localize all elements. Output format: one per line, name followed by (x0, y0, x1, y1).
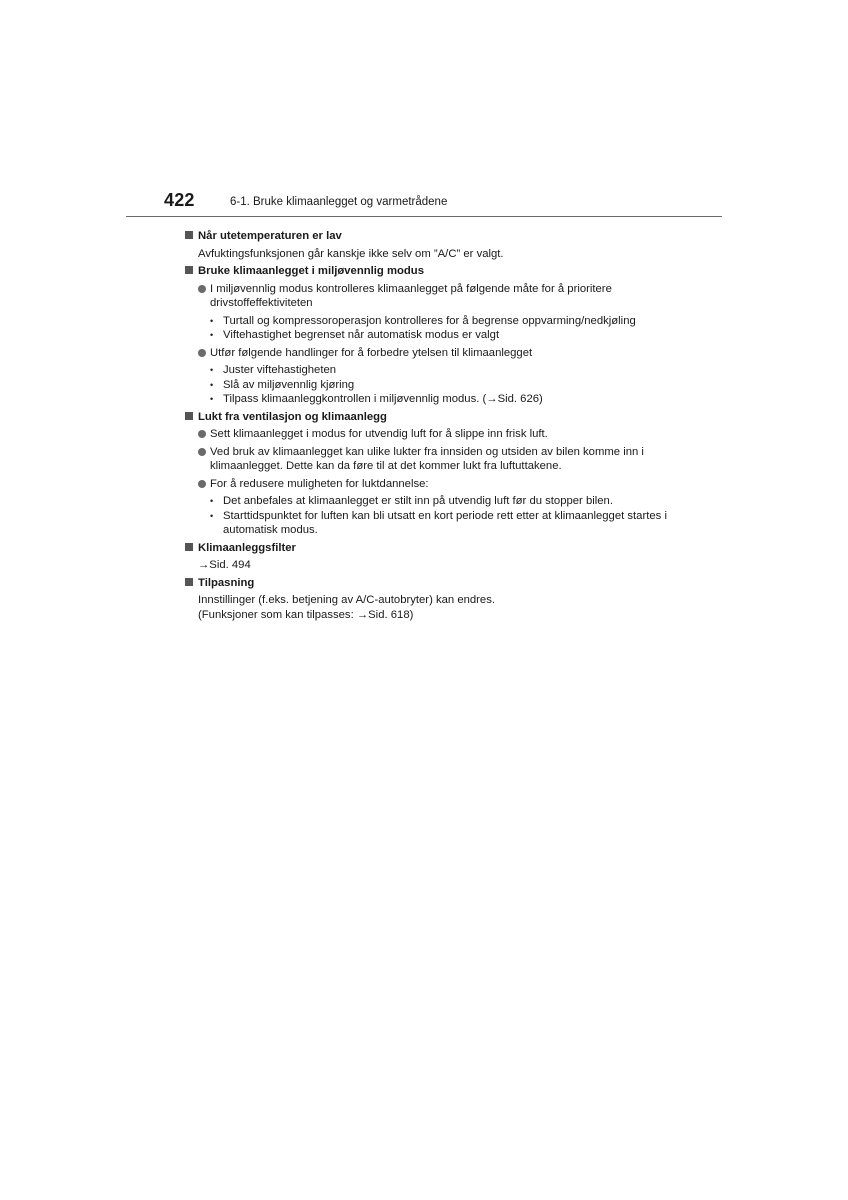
square-bullet-icon (185, 266, 193, 274)
sub-list-item-text: Turtall og kompressoroperasjon kontrolleres for å begrense oppvarming/nedkjøling (223, 314, 636, 327)
section-eco-mode (185, 264, 675, 407)
section-low-outdoor-temp (185, 229, 675, 261)
list-item (185, 282, 675, 311)
sub-list-item (210, 509, 675, 538)
section-title: Lukt fra ventilasjon og klimaanlegg (198, 410, 387, 423)
sub-list (185, 314, 675, 343)
sub-list-item-text: Juster viftehastigheten (223, 364, 337, 376)
list-item-text: Ved bruk av klimaanlegget kan ulike lukter fra innsiden og utsiden av bilen komme inn i klimaanlegget. Dette kan da føre til at det kommer lukt fra luftuttakene. (210, 445, 644, 472)
list-item (185, 445, 675, 474)
sub-list-item-text: Viftehastighet begrenset når automatisk modus er valgt (223, 329, 500, 341)
sub-list-item (210, 363, 675, 378)
section-heading (185, 576, 675, 591)
section-text: Avfuktingsfunksjonen går kanskje ikke selv om ”A/C” er valgt. (198, 247, 504, 260)
circle-bullet-icon (198, 448, 206, 456)
list-item-text: Sett klimaanlegget i modus for utvendig luft for å slippe inn frisk luft. (210, 428, 548, 440)
sub-list (185, 494, 675, 538)
sub-list-item-text: Starttidspunktet for luften kan bli utsatt en kort periode rett etter at klimaanlegget startes i automatisk modus. (223, 509, 667, 536)
sub-list (185, 363, 675, 407)
small-bullet-icon: • (210, 315, 214, 326)
list-item-text: I miljøvennlig modus kontrolleres klimaanlegget på følgende måte for å prioritere drivstoffeffektiviteten (210, 282, 612, 309)
small-bullet-icon: • (210, 365, 214, 375)
small-bullet-icon: • (210, 510, 214, 521)
sub-list-item (210, 392, 675, 407)
sub-list-item-text: Slå av miljøvennlig kjøring (223, 378, 355, 391)
section-odor (185, 410, 675, 538)
sub-list-item-text: Tilpass klimaanleggkontrollen i miljøvennlig modus. (→Sid. 626) (223, 393, 543, 405)
circle-bullet-icon (198, 349, 206, 357)
page-reference: (Funksjoner som kan tilpasses: →Sid. 618) (198, 608, 414, 621)
sub-list-item (210, 378, 675, 393)
page-content (185, 226, 675, 622)
circle-bullet-icon (198, 480, 206, 488)
small-bullet-icon: • (210, 379, 214, 390)
sub-list-item (210, 314, 675, 329)
section-title: Klimaanleggsfilter (198, 541, 296, 554)
small-bullet-icon: • (210, 496, 214, 506)
list-item (185, 477, 675, 492)
small-bullet-icon: • (210, 394, 214, 404)
section-filter (185, 541, 675, 573)
sub-list-item-text: Det anbefales at klimaanlegget er stilt inn på utvendig luft før du stopper bilen. (223, 495, 613, 507)
section-heading (185, 264, 675, 279)
section-heading (185, 410, 675, 425)
section-title: Bruke klimaanlegget i miljøvennlig modus (198, 265, 424, 277)
square-bullet-icon (185, 412, 193, 420)
circle-bullet-icon (198, 430, 206, 438)
square-bullet-icon (185, 578, 193, 586)
section-customization (185, 576, 675, 623)
page-number: 422 (164, 190, 195, 210)
page-reference: →Sid. 494 (198, 559, 251, 571)
sub-list-item (210, 328, 675, 343)
square-bullet-icon (185, 231, 193, 239)
sub-list-item (210, 494, 675, 509)
list-item (185, 346, 675, 361)
list-item (185, 427, 675, 442)
section-heading (185, 541, 675, 556)
section-title: Når utetemperaturen er lav (198, 230, 342, 242)
circle-bullet-icon (198, 285, 206, 293)
list-item-text: For å redusere muligheten for luktdannelse: (210, 477, 429, 490)
list-item-text: Utfør følgende handlinger for å forbedre ytelsen til klimaanlegget (210, 346, 533, 359)
small-bullet-icon: • (210, 330, 214, 340)
section-heading (185, 229, 675, 244)
page-header (126, 188, 722, 217)
section-title: Tilpasning (198, 576, 255, 589)
square-bullet-icon (185, 543, 193, 551)
chapter-title: 6-1. Bruke klimaanlegget og varmetrådene (230, 196, 448, 208)
section-text: Innstillinger (f.eks. betjening av A/C-autobryter) kan endres. (198, 594, 496, 606)
